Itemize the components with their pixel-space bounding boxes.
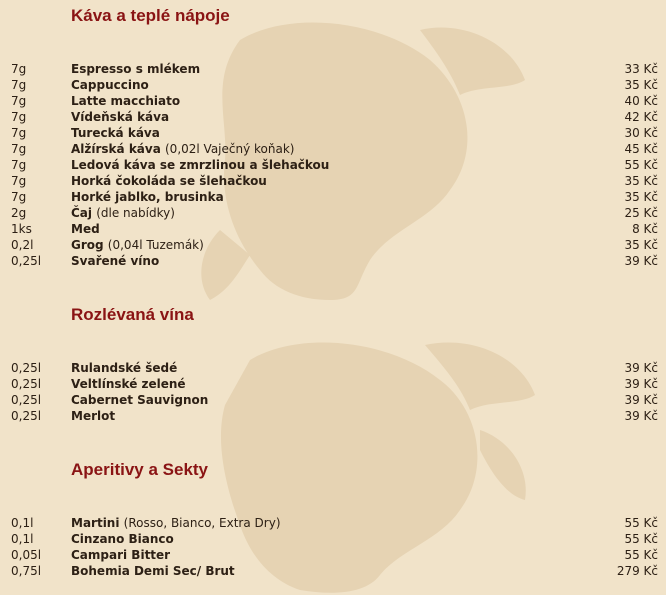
menu-item	[0, 77, 666, 93]
item-quantity: 0,25l	[11, 361, 42, 375]
item-name: Bohemia Demi Sec/ Brut	[71, 564, 235, 578]
item-quantity: 7g	[11, 62, 27, 76]
item-price: 55 Kč	[624, 516, 658, 530]
item-quantity: 7g	[11, 78, 27, 92]
menu-list-wines	[0, 360, 666, 424]
item-price: 39 Kč	[624, 361, 658, 375]
item-name: Latte macchiato	[71, 94, 181, 108]
menu-item	[0, 189, 666, 205]
item-name: Svařené víno	[71, 254, 160, 268]
item-name: Turecká káva	[71, 126, 160, 140]
menu-list-aperitifs	[0, 515, 666, 579]
item-price: 40 Kč	[624, 94, 658, 108]
item-price: 30 Kč	[624, 126, 658, 140]
menu-item	[0, 141, 666, 157]
item-name: Cabernet Sauvignon	[71, 393, 209, 407]
section-title-wines: Rozlévaná vína	[71, 305, 194, 324]
item-quantity: 7g	[11, 142, 27, 156]
menu-item	[0, 93, 666, 109]
menu-item	[0, 237, 666, 253]
item-price: 35 Kč	[624, 78, 658, 92]
item-price: 39 Kč	[624, 254, 658, 268]
item-quantity: 0,75l	[11, 564, 42, 578]
item-quantity: 7g	[11, 158, 27, 172]
item-name: Cappuccino	[71, 78, 149, 92]
item-quantity: 0,05l	[11, 548, 42, 562]
item-name: Horké jablko, brusinka	[71, 190, 224, 204]
item-quantity: 7g	[11, 174, 27, 188]
item-price: 55 Kč	[624, 548, 658, 562]
menu-item	[0, 547, 666, 563]
item-name: Martini (Rosso, Bianco, Extra Dry)	[71, 516, 281, 530]
item-name: Čaj (dle nabídky)	[71, 206, 175, 220]
item-name: Ledová káva se zmrzlinou a šlehačkou	[71, 158, 330, 172]
item-quantity: 7g	[11, 126, 27, 140]
menu-item	[0, 205, 666, 221]
menu-item	[0, 253, 666, 269]
menu-item	[0, 531, 666, 547]
menu-item	[0, 360, 666, 376]
item-price: 35 Kč	[624, 174, 658, 188]
item-price: 8 Kč	[632, 222, 658, 236]
menu-item	[0, 109, 666, 125]
item-quantity: 0,1l	[11, 516, 34, 530]
item-quantity: 0,1l	[11, 532, 34, 546]
menu-item	[0, 173, 666, 189]
menu-item	[0, 376, 666, 392]
item-price: 42 Kč	[624, 110, 658, 124]
item-name: Grog (0,04l Tuzemák)	[71, 238, 204, 252]
item-price: 35 Kč	[624, 238, 658, 252]
menu-item	[0, 515, 666, 531]
menu-item	[0, 61, 666, 77]
item-quantity: 7g	[11, 110, 27, 124]
item-quantity: 0,25l	[11, 393, 42, 407]
item-name: Alžírská káva (0,02l Vaječný koňak)	[71, 142, 295, 156]
item-name: Rulandské šedé	[71, 361, 178, 375]
item-name: Horká čokoláda se šlehačkou	[71, 174, 267, 188]
item-name: Veltlínské zelené	[71, 377, 186, 391]
item-price: 45 Kč	[624, 142, 658, 156]
item-price: 25 Kč	[624, 206, 658, 220]
item-quantity: 0,25l	[11, 377, 42, 391]
menu-item	[0, 157, 666, 173]
item-quantity: 1ks	[11, 222, 32, 236]
item-name: Vídeňská káva	[71, 110, 170, 124]
menu-item	[0, 563, 666, 579]
item-price: 33 Kč	[624, 62, 658, 76]
menu-item	[0, 408, 666, 424]
item-price: 39 Kč	[624, 409, 658, 423]
item-name: Campari Bitter	[71, 548, 171, 562]
item-name: Med	[71, 222, 100, 236]
item-quantity: 0,25l	[11, 409, 42, 423]
menu-item	[0, 392, 666, 408]
item-quantity: 0,2l	[11, 238, 34, 252]
item-price: 279 Kč	[616, 564, 658, 578]
item-price: 35 Kč	[624, 190, 658, 204]
section-title-hot-drinks: Káva a teplé nápoje	[71, 6, 230, 25]
item-price: 39 Kč	[624, 377, 658, 391]
menu-item	[0, 125, 666, 141]
item-quantity: 2g	[11, 206, 27, 220]
item-name: Merlot	[71, 409, 116, 423]
item-quantity: 7g	[11, 190, 27, 204]
section-title-aperitifs: Aperitivy a Sekty	[71, 460, 209, 479]
menu-list-hot-drinks	[0, 61, 666, 269]
item-name: Espresso s mlékem	[71, 62, 201, 76]
item-name: Cinzano Bianco	[71, 532, 174, 546]
item-price: 55 Kč	[624, 158, 658, 172]
item-price: 39 Kč	[624, 393, 658, 407]
item-quantity: 0,25l	[11, 254, 42, 268]
item-price: 55 Kč	[624, 532, 658, 546]
item-quantity: 7g	[11, 94, 27, 108]
menu-item	[0, 221, 666, 237]
